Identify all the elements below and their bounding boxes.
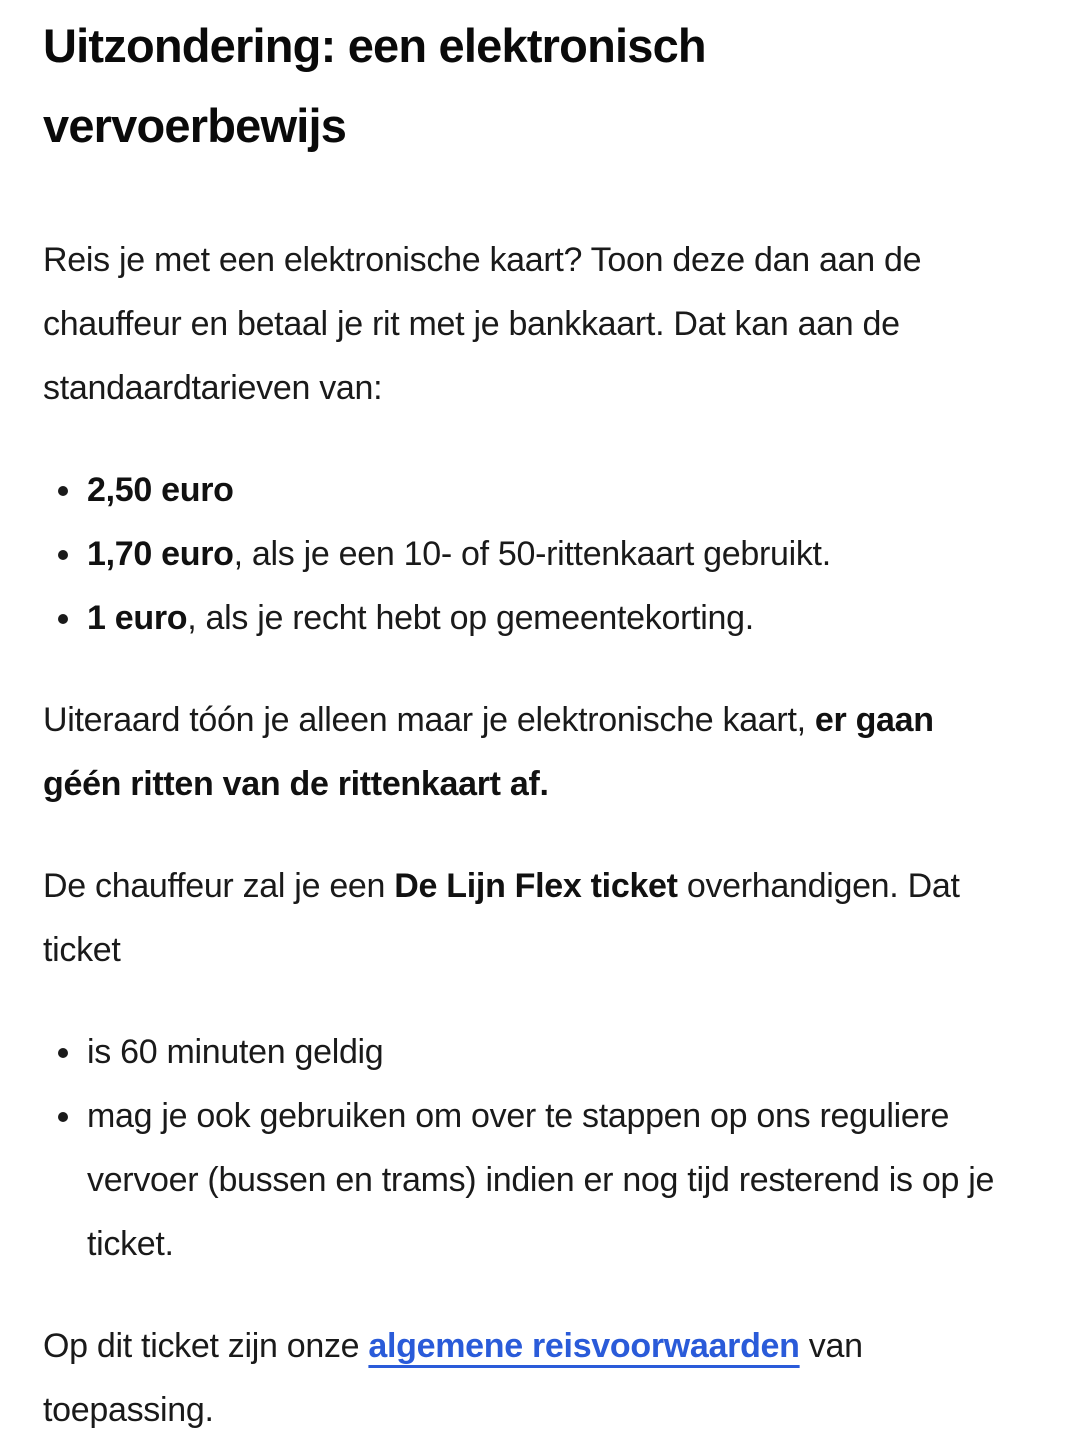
list-item: [85, 586, 1003, 650]
page-title: Uitzondering: een elektronisch vervoerbewijs: [43, 19, 706, 152]
tariff-amount: 2,50 euro: [87, 471, 234, 509]
tariff-detail: , als je een 10- of 50-rittenkaart gebruikt.: [233, 535, 831, 573]
tariff-detail: , als je recht hebt op gemeentekorting.: [187, 599, 754, 637]
tariff-list: [43, 458, 1003, 650]
ticket-properties-list: [43, 1020, 1003, 1276]
ticket-property: mag je ook gebruiken om over te stappen op ons reguliere vervoer (bussen en trams) indien er nog tijd resterend is op je ticket.: [87, 1097, 995, 1263]
ticket-property: is 60 minuten geldig: [87, 1033, 384, 1071]
card-note-bold: er gaan géén ritten van de rittenkaart af.: [43, 701, 934, 803]
intro-paragraph-text: Reis je met een elektronische kaart? Toon deze dan aan de chauffeur en betaal je rit met je bankkaart. Dat kan aan de standaardtarieven van:: [43, 241, 922, 407]
list-item: [85, 1084, 1003, 1276]
intro-paragraph: [43, 228, 1003, 420]
conditions-pre: Op dit ticket zijn onze: [43, 1327, 369, 1365]
flex-ticket-name: De Lijn Flex ticket: [394, 867, 678, 905]
list-item: [85, 1020, 1003, 1084]
flex-ticket-pre: De chauffeur zal je een: [43, 867, 395, 905]
tariff-amount: 1 euro: [87, 599, 188, 637]
card-note-paragraph: [43, 688, 1003, 816]
card-note-normal: Uiteraard tóón je alleen maar je elektronische kaart,: [43, 701, 815, 739]
flex-ticket-post: overhandigen. Dat ticket: [43, 867, 960, 969]
list-item: [85, 522, 1003, 586]
list-item: [85, 458, 1003, 522]
tariff-amount: 1,70 euro: [87, 535, 234, 573]
general-conditions-link[interactable]: algemene reisvoorwaarden: [368, 1327, 800, 1365]
flex-ticket-paragraph: [43, 854, 1003, 982]
conditions-paragraph: [43, 1314, 1003, 1441]
conditions-post: van toepassing.: [43, 1327, 863, 1429]
